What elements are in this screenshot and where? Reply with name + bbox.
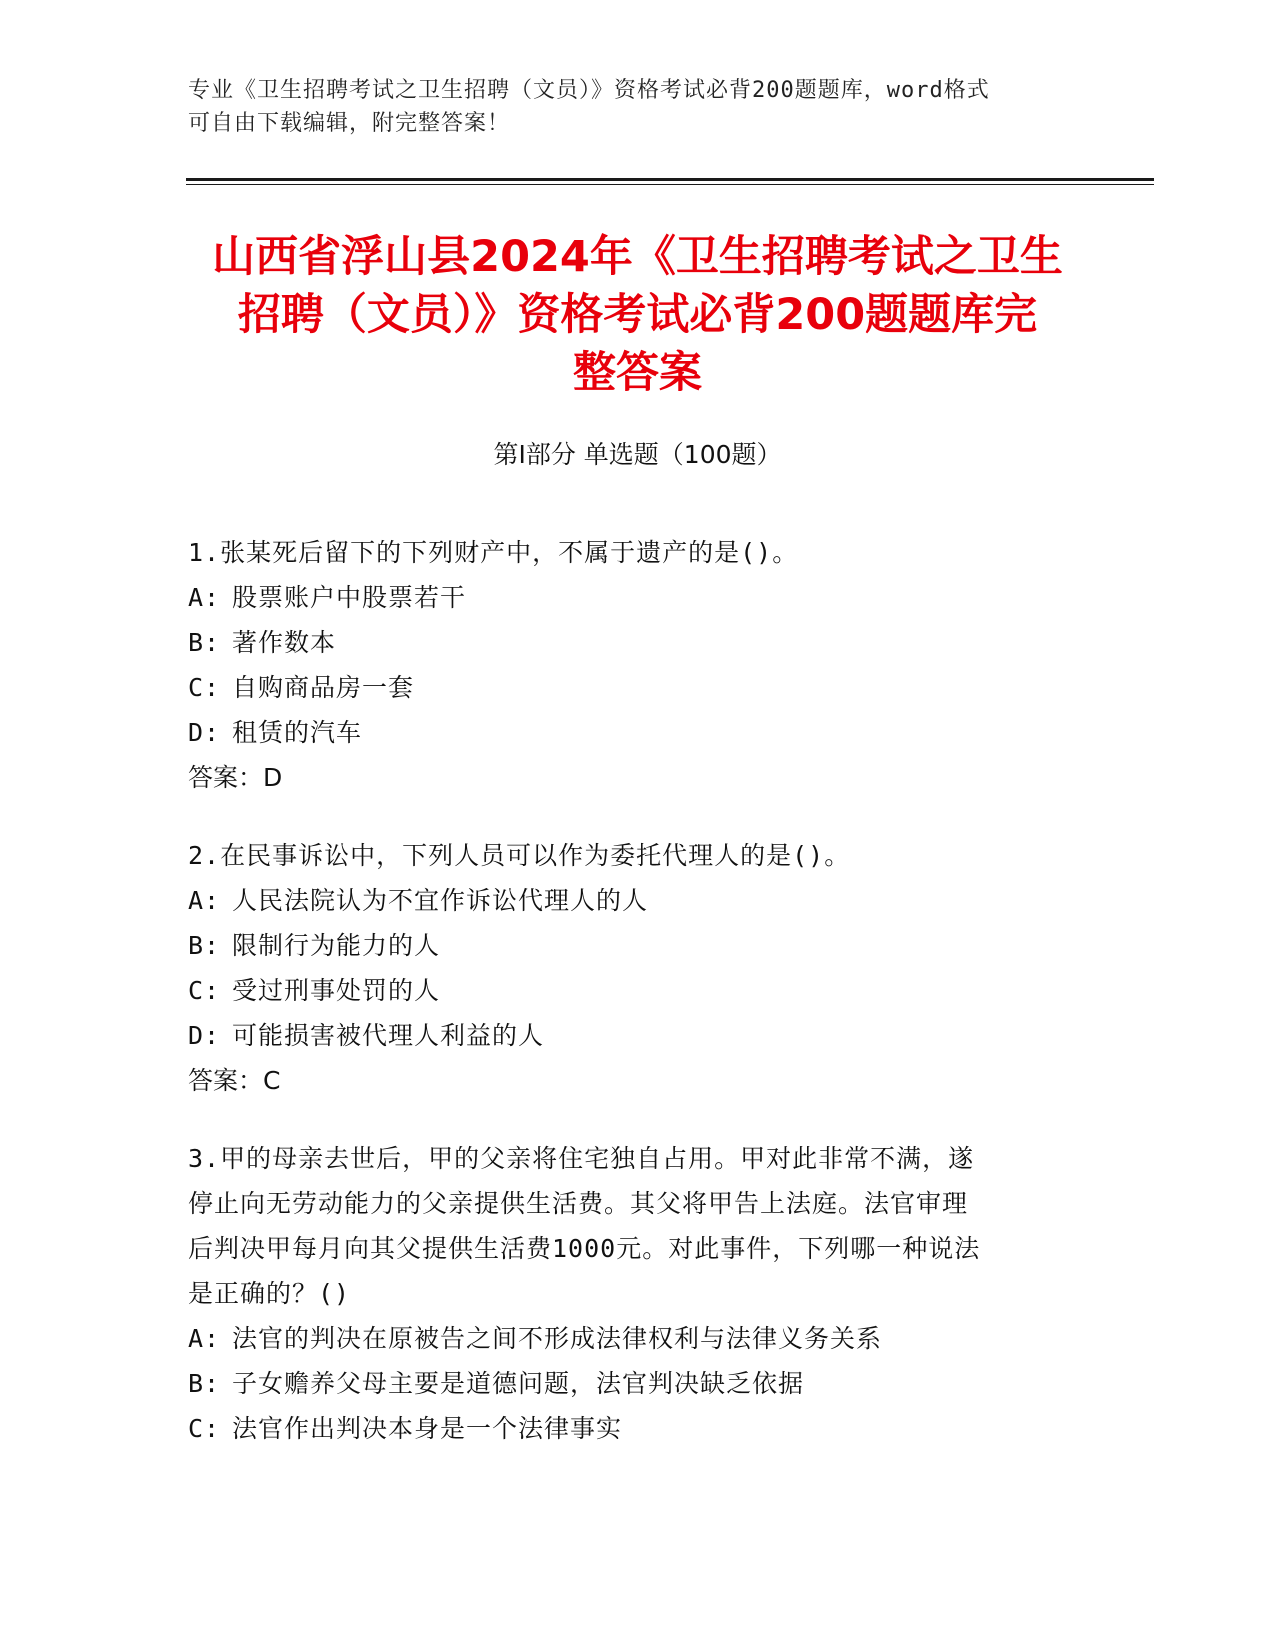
option-text: 人民法院认为不宜作诉讼代理人的人 (232, 886, 649, 915)
option-c (188, 665, 1088, 710)
question-stem-line: 3.甲的母亲去世后，甲的父亲将住宅独自占用。甲对此非常不满，遂 (188, 1144, 975, 1173)
option-text: 限制行为能力的人 (232, 931, 441, 960)
question-stem-line: 后判决甲每月向其父提供生活费1000元。对此事件，下列哪一种说法 (188, 1234, 981, 1263)
answer: 答案：D (188, 763, 283, 792)
section-title: 第Ⅰ部分 单选题（100题） (493, 440, 782, 469)
option-text: 自购商品房一套 (232, 673, 415, 702)
option-b (188, 923, 1088, 968)
option-key: B: (188, 931, 221, 960)
option-key: D: (188, 718, 221, 747)
header-note (188, 74, 1088, 140)
header-divider-thick (186, 178, 1154, 181)
option-key: B: (188, 628, 221, 657)
option-key: C: (188, 673, 221, 702)
header-note-line: 可自由下载编辑，附完整答案！ (188, 111, 511, 136)
question-stem-line: 是正确的？() (188, 1279, 351, 1308)
option-a (188, 878, 1088, 923)
option-c (188, 1406, 1088, 1451)
option-text: 租赁的汽车 (232, 718, 363, 747)
answer: 答案：C (188, 1066, 281, 1095)
option-text: 法官的判决在原被告之间不形成法律权利与法律义务关系 (232, 1324, 883, 1353)
option-d (188, 1013, 1088, 1058)
option-text: 法官作出判决本身是一个法律事实 (232, 1414, 623, 1443)
option-key: A: (188, 886, 221, 915)
option-key: A: (188, 1324, 221, 1353)
question-stem-line: 停止向无劳动能力的父亲提供生活费。其父将甲告上法庭。法官审理 (188, 1189, 969, 1218)
option-text: 受过刑事处罚的人 (232, 976, 441, 1005)
option-a (188, 1316, 1088, 1361)
option-a (188, 575, 1088, 620)
option-d (188, 710, 1088, 755)
option-key: D: (188, 1021, 221, 1050)
title-line: 山西省浮山县2024年《卫生招聘考试之卫生 (212, 232, 1063, 282)
question-1 (188, 530, 1088, 800)
option-c (188, 968, 1088, 1013)
option-b (188, 620, 1088, 665)
question-stem: 1.张某死后留下的下列财产中，不属于遗产的是()。 (188, 538, 799, 567)
document-title (150, 228, 1125, 402)
option-key: C: (188, 1414, 221, 1443)
option-key: B: (188, 1369, 221, 1398)
title-line: 招聘（文员）》资格考试必背200题题库完 (237, 290, 1038, 340)
question-stem: 2.在民事诉讼中，下列人员可以作为委托代理人的是()。 (188, 841, 851, 870)
title-line: 整答案 (573, 348, 702, 398)
option-text: 子女赡养父母主要是道德问题，法官判决缺乏依据 (232, 1369, 805, 1398)
option-b (188, 1361, 1088, 1406)
option-key: C: (188, 976, 221, 1005)
option-text: 可能损害被代理人利益的人 (232, 1021, 545, 1050)
question-3 (188, 1136, 1088, 1451)
question-list (188, 530, 1088, 1484)
header-note-line: 专业《卫生招聘考试之卫生招聘（文员）》资格考试必背200题题库，word格式 (188, 78, 990, 103)
option-text: 股票账户中股票若干 (232, 583, 467, 612)
option-key: A: (188, 583, 221, 612)
option-text: 著作数本 (232, 628, 337, 657)
question-2 (188, 833, 1088, 1103)
header-divider-thin (186, 184, 1154, 185)
